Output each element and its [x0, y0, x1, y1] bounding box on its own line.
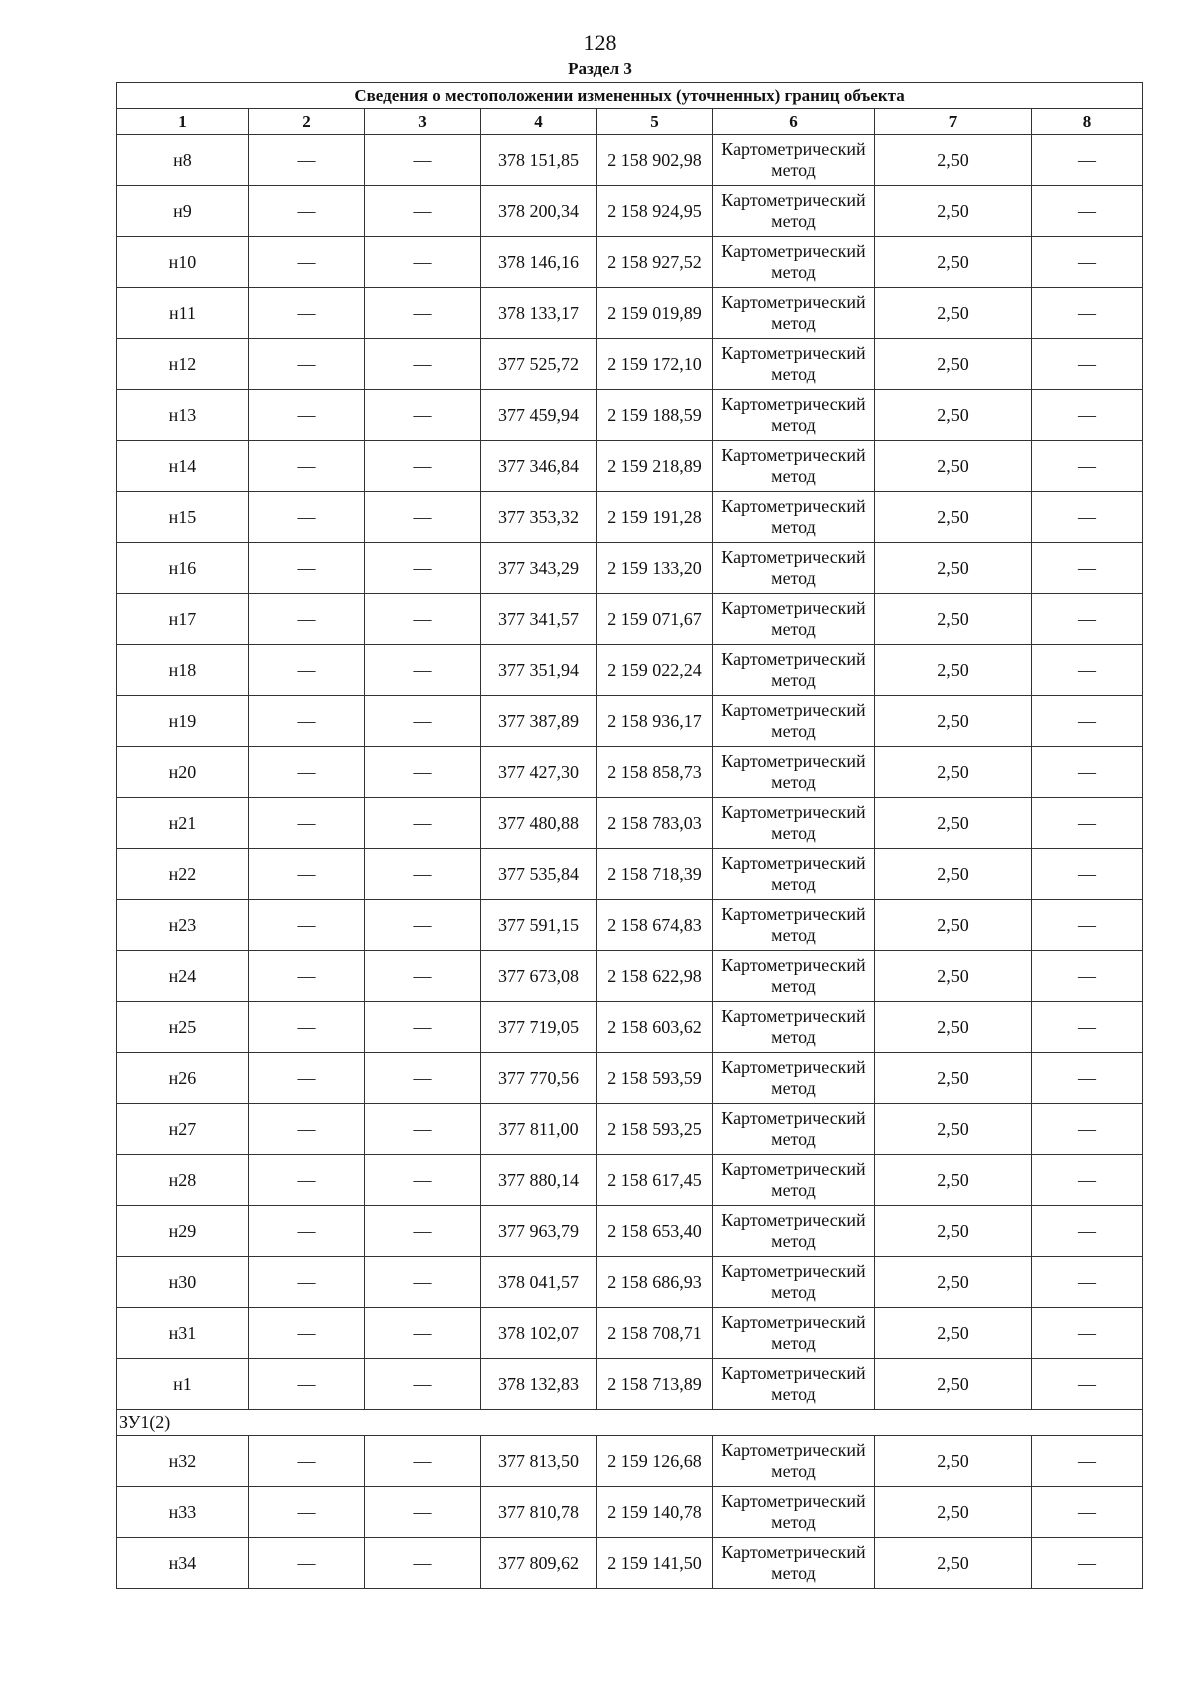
x-coordinate-cell: 377 346,84: [481, 441, 597, 492]
point-name-cell: н32: [117, 1436, 249, 1487]
col8-cell: —: [1032, 1487, 1143, 1538]
method-cell: Картометрический метод: [713, 237, 875, 288]
accuracy-cell: 2,50: [875, 543, 1032, 594]
col2-cell: —: [249, 135, 365, 186]
col3-cell: —: [365, 492, 481, 543]
point-name-cell: н27: [117, 1104, 249, 1155]
col2-cell: —: [249, 696, 365, 747]
table-row: [117, 1436, 1143, 1487]
x-coordinate-cell: 378 133,17: [481, 288, 597, 339]
accuracy-cell: 2,50: [875, 747, 1032, 798]
point-name-cell: н15: [117, 492, 249, 543]
accuracy-cell: 2,50: [875, 1155, 1032, 1206]
accuracy-cell: 2,50: [875, 390, 1032, 441]
accuracy-cell: 2,50: [875, 951, 1032, 1002]
table-row: [117, 441, 1143, 492]
point-name-cell: н34: [117, 1538, 249, 1589]
method-cell: Картометрический метод: [713, 645, 875, 696]
x-coordinate-cell: 377 963,79: [481, 1206, 597, 1257]
table-row: [117, 1206, 1143, 1257]
method-cell: Картометрический метод: [713, 339, 875, 390]
accuracy-cell: 2,50: [875, 798, 1032, 849]
point-name-cell: н19: [117, 696, 249, 747]
col3-cell: —: [365, 1155, 481, 1206]
accuracy-cell: 2,50: [875, 1002, 1032, 1053]
col2-cell: —: [249, 492, 365, 543]
col3-cell: —: [365, 441, 481, 492]
table-row: [117, 339, 1143, 390]
accuracy-cell: 2,50: [875, 1257, 1032, 1308]
method-cell: Картометрический метод: [713, 1104, 875, 1155]
method-cell: Картометрический метод: [713, 747, 875, 798]
point-name-cell: н17: [117, 594, 249, 645]
col8-cell: —: [1032, 441, 1143, 492]
point-name-cell: н24: [117, 951, 249, 1002]
method-cell: Картометрический метод: [713, 288, 875, 339]
table-body: [117, 135, 1143, 1589]
x-coordinate-cell: 378 041,57: [481, 1257, 597, 1308]
method-cell: Картометрический метод: [713, 1436, 875, 1487]
col8-cell: —: [1032, 492, 1143, 543]
method-cell: Картометрический метод: [713, 798, 875, 849]
col2-cell: —: [249, 849, 365, 900]
col3-cell: —: [365, 1359, 481, 1410]
col8-cell: —: [1032, 288, 1143, 339]
table-row: [117, 1487, 1143, 1538]
y-coordinate-cell: 2 159 126,68: [597, 1436, 713, 1487]
col2-cell: —: [249, 645, 365, 696]
point-name-cell: н16: [117, 543, 249, 594]
accuracy-cell: 2,50: [875, 1308, 1032, 1359]
x-coordinate-cell: 377 343,29: [481, 543, 597, 594]
x-coordinate-cell: 377 811,00: [481, 1104, 597, 1155]
x-coordinate-cell: 377 535,84: [481, 849, 597, 900]
x-coordinate-cell: 377 341,57: [481, 594, 597, 645]
col3-cell: —: [365, 1002, 481, 1053]
y-coordinate-cell: 2 159 019,89: [597, 288, 713, 339]
x-coordinate-cell: 377 673,08: [481, 951, 597, 1002]
method-cell: Картометрический метод: [713, 1002, 875, 1053]
point-name-cell: н18: [117, 645, 249, 696]
x-coordinate-cell: 377 591,15: [481, 900, 597, 951]
col3-cell: —: [365, 1538, 481, 1589]
col2-cell: —: [249, 543, 365, 594]
column-number: 6: [713, 109, 875, 135]
col2-cell: —: [249, 1155, 365, 1206]
table-row: [117, 492, 1143, 543]
col3-cell: —: [365, 390, 481, 441]
col3-cell: —: [365, 237, 481, 288]
col8-cell: —: [1032, 390, 1143, 441]
col3-cell: —: [365, 288, 481, 339]
col3-cell: —: [365, 798, 481, 849]
accuracy-cell: 2,50: [875, 237, 1032, 288]
x-coordinate-cell: 377 525,72: [481, 339, 597, 390]
point-name-cell: н30: [117, 1257, 249, 1308]
column-number: 1: [117, 109, 249, 135]
accuracy-cell: 2,50: [875, 1436, 1032, 1487]
x-coordinate-cell: 378 132,83: [481, 1359, 597, 1410]
method-cell: Картометрический метод: [713, 1155, 875, 1206]
accuracy-cell: 2,50: [875, 900, 1032, 951]
column-number: 5: [597, 109, 713, 135]
col2-cell: —: [249, 594, 365, 645]
col3-cell: —: [365, 1257, 481, 1308]
col8-cell: —: [1032, 594, 1143, 645]
col3-cell: —: [365, 1487, 481, 1538]
y-coordinate-cell: 2 158 713,89: [597, 1359, 713, 1410]
point-name-cell: н14: [117, 441, 249, 492]
column-number: 2: [249, 109, 365, 135]
method-cell: Картометрический метод: [713, 1308, 875, 1359]
y-coordinate-cell: 2 159 188,59: [597, 390, 713, 441]
col3-cell: —: [365, 951, 481, 1002]
y-coordinate-cell: 2 158 686,93: [597, 1257, 713, 1308]
col8-cell: —: [1032, 849, 1143, 900]
col8-cell: —: [1032, 237, 1143, 288]
y-coordinate-cell: 2 159 071,67: [597, 594, 713, 645]
table-row: [117, 900, 1143, 951]
table-row: [117, 594, 1143, 645]
col2-cell: —: [249, 288, 365, 339]
y-coordinate-cell: 2 159 218,89: [597, 441, 713, 492]
table-row: [117, 543, 1143, 594]
col2-cell: —: [249, 1257, 365, 1308]
accuracy-cell: 2,50: [875, 1206, 1032, 1257]
col2-cell: —: [249, 1206, 365, 1257]
col2-cell: —: [249, 798, 365, 849]
accuracy-cell: 2,50: [875, 696, 1032, 747]
col8-cell: —: [1032, 543, 1143, 594]
method-cell: Картометрический метод: [713, 186, 875, 237]
accuracy-cell: 2,50: [875, 1487, 1032, 1538]
point-name-cell: н21: [117, 798, 249, 849]
y-coordinate-cell: 2 158 593,59: [597, 1053, 713, 1104]
x-coordinate-cell: 377 810,78: [481, 1487, 597, 1538]
col3-cell: —: [365, 339, 481, 390]
accuracy-cell: 2,50: [875, 849, 1032, 900]
column-number: 4: [481, 109, 597, 135]
y-coordinate-cell: 2 158 674,83: [597, 900, 713, 951]
col3-cell: —: [365, 849, 481, 900]
col8-cell: —: [1032, 1257, 1143, 1308]
col8-cell: —: [1032, 747, 1143, 798]
x-coordinate-cell: 377 459,94: [481, 390, 597, 441]
point-name-cell: н25: [117, 1002, 249, 1053]
method-cell: Картометрический метод: [713, 135, 875, 186]
group-label: ЗУ1(2): [117, 1410, 1143, 1436]
method-cell: Картометрический метод: [713, 594, 875, 645]
point-name-cell: н1: [117, 1359, 249, 1410]
y-coordinate-cell: 2 159 191,28: [597, 492, 713, 543]
col3-cell: —: [365, 645, 481, 696]
col8-cell: —: [1032, 1308, 1143, 1359]
y-coordinate-cell: 2 159 133,20: [597, 543, 713, 594]
x-coordinate-cell: 377 719,05: [481, 1002, 597, 1053]
coordinates-table: [116, 82, 1143, 1589]
y-coordinate-cell: 2 158 653,40: [597, 1206, 713, 1257]
col3-cell: —: [365, 543, 481, 594]
table-row: [117, 849, 1143, 900]
y-coordinate-cell: 2 158 622,98: [597, 951, 713, 1002]
point-name-cell: н22: [117, 849, 249, 900]
table-caption: Сведения о местоположении измененных (уточненных) границ объекта: [117, 83, 1143, 109]
col8-cell: —: [1032, 1155, 1143, 1206]
col3-cell: —: [365, 1104, 481, 1155]
col8-cell: —: [1032, 1002, 1143, 1053]
y-coordinate-cell: 2 158 936,17: [597, 696, 713, 747]
col3-cell: —: [365, 696, 481, 747]
point-name-cell: н9: [117, 186, 249, 237]
y-coordinate-cell: 2 158 593,25: [597, 1104, 713, 1155]
col2-cell: —: [249, 339, 365, 390]
col3-cell: —: [365, 1436, 481, 1487]
y-coordinate-cell: 2 158 924,95: [597, 186, 713, 237]
x-coordinate-cell: 378 102,07: [481, 1308, 597, 1359]
accuracy-cell: 2,50: [875, 1359, 1032, 1410]
table-row: [117, 288, 1143, 339]
col2-cell: —: [249, 186, 365, 237]
accuracy-cell: 2,50: [875, 492, 1032, 543]
y-coordinate-cell: 2 158 858,73: [597, 747, 713, 798]
col3-cell: —: [365, 135, 481, 186]
col2-cell: —: [249, 951, 365, 1002]
method-cell: Картометрический метод: [713, 441, 875, 492]
col3-cell: —: [365, 186, 481, 237]
col2-cell: —: [249, 390, 365, 441]
point-name-cell: н10: [117, 237, 249, 288]
method-cell: Картометрический метод: [713, 951, 875, 1002]
table-row: [117, 798, 1143, 849]
accuracy-cell: 2,50: [875, 1104, 1032, 1155]
col2-cell: —: [249, 1487, 365, 1538]
method-cell: Картометрический метод: [713, 492, 875, 543]
col8-cell: —: [1032, 696, 1143, 747]
table-row: [117, 1359, 1143, 1410]
col8-cell: —: [1032, 1538, 1143, 1589]
col8-cell: —: [1032, 1359, 1143, 1410]
method-cell: Картометрический метод: [713, 900, 875, 951]
col8-cell: —: [1032, 798, 1143, 849]
col2-cell: —: [249, 747, 365, 798]
col2-cell: —: [249, 1436, 365, 1487]
table-row: [117, 390, 1143, 441]
x-coordinate-cell: 377 351,94: [481, 645, 597, 696]
table-row: [117, 645, 1143, 696]
x-coordinate-cell: 377 480,88: [481, 798, 597, 849]
x-coordinate-cell: 377 427,30: [481, 747, 597, 798]
x-coordinate-cell: 377 770,56: [481, 1053, 597, 1104]
col2-cell: —: [249, 1104, 365, 1155]
y-coordinate-cell: 2 159 140,78: [597, 1487, 713, 1538]
x-coordinate-cell: 378 151,85: [481, 135, 597, 186]
section-title: Раздел 3: [568, 59, 632, 78]
column-number: 3: [365, 109, 481, 135]
point-name-cell: н31: [117, 1308, 249, 1359]
table-row: [117, 1538, 1143, 1589]
column-number-row: [117, 109, 1143, 135]
accuracy-cell: 2,50: [875, 288, 1032, 339]
point-name-cell: н20: [117, 747, 249, 798]
col2-cell: —: [249, 441, 365, 492]
method-cell: Картометрический метод: [713, 1257, 875, 1308]
x-coordinate-cell: 377 880,14: [481, 1155, 597, 1206]
table-row: [117, 237, 1143, 288]
col8-cell: —: [1032, 645, 1143, 696]
col8-cell: —: [1032, 1206, 1143, 1257]
column-number: 7: [875, 109, 1032, 135]
col2-cell: —: [249, 1359, 365, 1410]
x-coordinate-cell: 377 353,32: [481, 492, 597, 543]
x-coordinate-cell: 378 200,34: [481, 186, 597, 237]
point-name-cell: н13: [117, 390, 249, 441]
col3-cell: —: [365, 1206, 481, 1257]
accuracy-cell: 2,50: [875, 135, 1032, 186]
col8-cell: —: [1032, 951, 1143, 1002]
accuracy-cell: 2,50: [875, 441, 1032, 492]
accuracy-cell: 2,50: [875, 186, 1032, 237]
point-name-cell: н28: [117, 1155, 249, 1206]
point-name-cell: н26: [117, 1053, 249, 1104]
table-row: [117, 135, 1143, 186]
col8-cell: —: [1032, 339, 1143, 390]
col8-cell: —: [1032, 1104, 1143, 1155]
y-coordinate-cell: 2 158 927,52: [597, 237, 713, 288]
point-name-cell: н11: [117, 288, 249, 339]
col2-cell: —: [249, 237, 365, 288]
point-name-cell: н33: [117, 1487, 249, 1538]
x-coordinate-cell: 377 813,50: [481, 1436, 597, 1487]
accuracy-cell: 2,50: [875, 1053, 1032, 1104]
y-coordinate-cell: 2 159 172,10: [597, 339, 713, 390]
method-cell: Картометрический метод: [713, 696, 875, 747]
col3-cell: —: [365, 1308, 481, 1359]
accuracy-cell: 2,50: [875, 1538, 1032, 1589]
x-coordinate-cell: 377 387,89: [481, 696, 597, 747]
table-row: [117, 1002, 1143, 1053]
y-coordinate-cell: 2 158 617,45: [597, 1155, 713, 1206]
col3-cell: —: [365, 594, 481, 645]
y-coordinate-cell: 2 158 902,98: [597, 135, 713, 186]
table-row: [117, 696, 1143, 747]
x-coordinate-cell: 378 146,16: [481, 237, 597, 288]
col8-cell: —: [1032, 900, 1143, 951]
point-name-cell: н8: [117, 135, 249, 186]
group-row: [117, 1410, 1143, 1436]
table-row: [117, 1053, 1143, 1104]
method-cell: Картометрический метод: [713, 1053, 875, 1104]
col8-cell: —: [1032, 1053, 1143, 1104]
table-caption-row: [117, 83, 1143, 109]
col3-cell: —: [365, 747, 481, 798]
accuracy-cell: 2,50: [875, 645, 1032, 696]
column-number: 8: [1032, 109, 1143, 135]
col2-cell: —: [249, 1538, 365, 1589]
method-cell: Картометрический метод: [713, 1538, 875, 1589]
accuracy-cell: 2,50: [875, 339, 1032, 390]
table-row: [117, 1308, 1143, 1359]
table-row: [117, 951, 1143, 1002]
col2-cell: —: [249, 1002, 365, 1053]
method-cell: Картометрический метод: [713, 543, 875, 594]
y-coordinate-cell: 2 158 708,71: [597, 1308, 713, 1359]
col3-cell: —: [365, 1053, 481, 1104]
method-cell: Картометрический метод: [713, 1359, 875, 1410]
point-name-cell: н12: [117, 339, 249, 390]
table-row: [117, 186, 1143, 237]
accuracy-cell: 2,50: [875, 594, 1032, 645]
table-row: [117, 1155, 1143, 1206]
y-coordinate-cell: 2 158 718,39: [597, 849, 713, 900]
col2-cell: —: [249, 1053, 365, 1104]
x-coordinate-cell: 377 809,62: [481, 1538, 597, 1589]
col8-cell: —: [1032, 135, 1143, 186]
y-coordinate-cell: 2 158 783,03: [597, 798, 713, 849]
col8-cell: —: [1032, 186, 1143, 237]
method-cell: Картометрический метод: [713, 849, 875, 900]
col3-cell: —: [365, 900, 481, 951]
method-cell: Картометрический метод: [713, 1206, 875, 1257]
y-coordinate-cell: 2 159 022,24: [597, 645, 713, 696]
y-coordinate-cell: 2 159 141,50: [597, 1538, 713, 1589]
page-number: 128: [583, 30, 617, 55]
point-name-cell: н29: [117, 1206, 249, 1257]
col8-cell: —: [1032, 1436, 1143, 1487]
col2-cell: —: [249, 1308, 365, 1359]
method-cell: Картометрический метод: [713, 1487, 875, 1538]
table-row: [117, 747, 1143, 798]
y-coordinate-cell: 2 158 603,62: [597, 1002, 713, 1053]
table-row: [117, 1257, 1143, 1308]
table-row: [117, 1104, 1143, 1155]
method-cell: Картометрический метод: [713, 390, 875, 441]
point-name-cell: н23: [117, 900, 249, 951]
col2-cell: —: [249, 900, 365, 951]
